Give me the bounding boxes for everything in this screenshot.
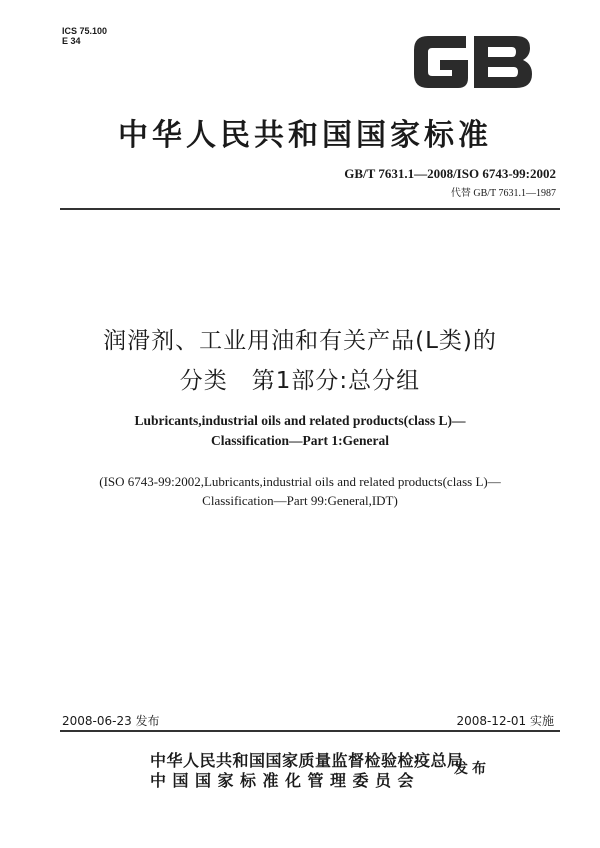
ics-code: ICS 75.100 — [62, 26, 108, 36]
release-label: 发布 — [454, 761, 490, 777]
gb-logo-g — [414, 36, 468, 88]
gb-logo-icon — [408, 30, 536, 94]
ccs-code: E 34 — [62, 36, 81, 46]
bottom-divider — [60, 730, 560, 732]
publisher-line-1: 中华人民共和国国家质量监督检验检疫总局 — [150, 751, 464, 770]
publisher-line-2: 中国国家标准化管理委员会 — [150, 771, 421, 790]
issue-date: 2008-06-23 发布 — [62, 714, 160, 728]
standard-code: GB/T 7631.1—2008/ISO 6743-99:2002 — [344, 166, 556, 181]
chinese-title-line-2: 分类 第1部分:总分组 — [179, 368, 421, 394]
standard-type-title: 中华人民共和国国家标准 — [118, 118, 492, 153]
implementation-date: 2008-12-01 实施 — [456, 714, 554, 728]
english-title-line-1: Lubricants,industrial oils and related products(class L)— — [134, 413, 466, 428]
gb-logo-b — [474, 36, 532, 88]
classification-codes — [62, 26, 107, 46]
iso-reference-line-1: (ISO 6743-99:2002,Lubricants,industrial oils and related products(class L)— — [99, 474, 501, 489]
publisher-block — [150, 746, 550, 796]
english-title-line-2: Classification—Part 1:General — [210, 433, 390, 448]
iso-reference-line-2: Classification—Part 99:General,IDT) — [202, 493, 398, 508]
chinese-title-line-1: 润滑剂、工业用油和有关产品(L类)的 — [103, 328, 497, 354]
replaces-standard: 代替 GB/T 7631.1—1987 — [450, 188, 556, 199]
top-divider — [60, 208, 560, 210]
